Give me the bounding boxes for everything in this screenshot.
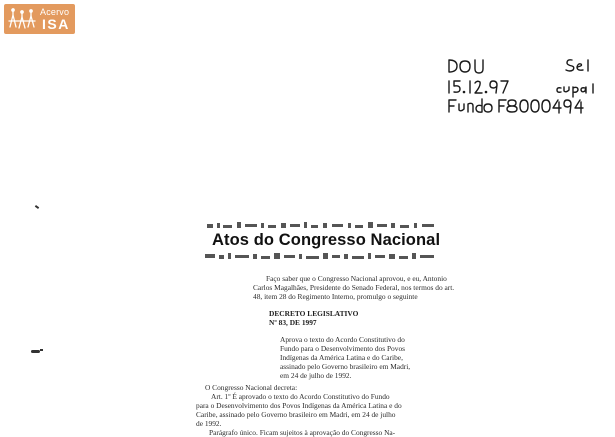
header-title: Atos do Congresso Nacional <box>212 231 441 249</box>
scan-speck <box>31 350 40 353</box>
logo-figure-icon <box>7 7 37 31</box>
article-1-line: Caribe, assinado pelo Governo brasileiro em Madri, em 24 de julho <box>196 410 396 419</box>
summary-line: em 24 de julho de 1992. <box>280 371 352 380</box>
article-2-partial: Parágrafo único. Ficam sujeitos à aprovação do Congresso Na- <box>209 428 396 437</box>
logo-line-1: Acervo <box>40 7 70 17</box>
handwritten-archive-note <box>446 55 611 115</box>
summary-line: Fundo para o Desenvolvimento dos Povos <box>280 344 406 353</box>
intro-line: Faço saber que o Congresso Nacional aprovou, e eu, Antonio <box>266 274 447 283</box>
acervo-isa-logo <box>4 4 75 34</box>
header-band-top <box>205 221 437 230</box>
article-1-line: de 1992. <box>196 419 222 428</box>
decree-title: DECRETO LEGISLATIVO <box>269 309 359 318</box>
logo-line-2: ISA <box>42 16 70 32</box>
article-1-line: Art. 1º É aprovado o texto do Acordo Constitutivo do Fundo <box>211 392 390 401</box>
decree-number: Nº 83, DE 1997 <box>269 318 317 327</box>
summary-line: Aprova o texto do Acordo Constitutivo do <box>280 335 405 344</box>
scan-speck <box>35 205 39 209</box>
decree-lead: O Congresso Nacional decreta: <box>205 383 298 392</box>
summary-line: assinado pelo Governo brasileiro em Madri, <box>280 362 411 371</box>
summary-line: Indígenas da América Latina e do Caribe, <box>280 353 403 362</box>
intro-line: 48, item 28 do Regimento Interno, promulgo o seguinte <box>253 292 418 301</box>
intro-line: Carlos Magalhães, Presidente do Senado Federal, nos termos do art. <box>253 283 455 292</box>
header-band-bottom <box>205 252 437 261</box>
scan-speck <box>40 349 43 351</box>
article-1-line: para o Desenvolvimento dos Povos Indígenas da América Latina e do <box>196 401 402 410</box>
